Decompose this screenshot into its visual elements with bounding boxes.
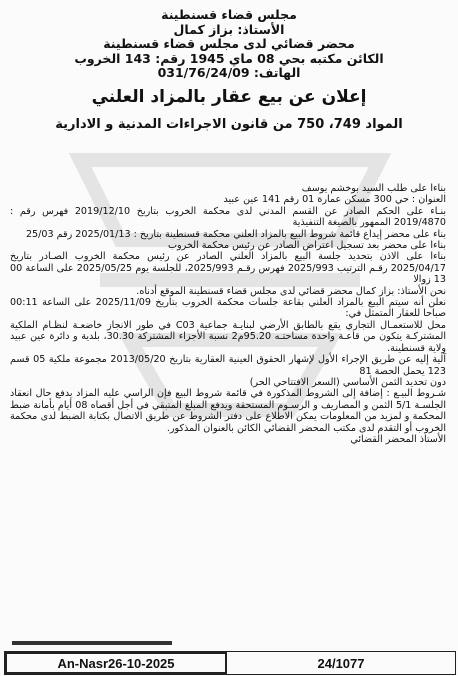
- notice-body: [10, 183, 446, 445]
- paragraph-deposit: بناء على محضر إيداع قائمة شروط البيع بالمزاد العلني محكمة قسنطينة بتاريخ : 2025/01/13 رقم 25/03: [25, 228, 446, 240]
- council-name: مجلس قضاء قسنطينة: [161, 7, 297, 22]
- paragraph-address: العنوان : حي 300 مسكن عمارة 01 رقم 141 عين عبيد: [223, 194, 446, 206]
- paragraph-bailiff: نحن الأستاذ: بزاز كمال محضر قضائي لدى مجلس قضاء قسنطينة الموقع أدناه.: [136, 285, 446, 297]
- paragraph-conditions: شـروط البيـع : إضافة إلى الشروط المذكورة في قائمة شروط البيع فإن الراسي عليه المزاد يدفع حال انعقاد الجلسـة 5/1 الثمن و المصاريف و الرسـوم المستحقة ويدفع المبلغ المتبقي في أجل أقصاه 08 أيام بأمانة ضبط المحكمة و لمزيد من المعلومات يمكن الاطلاع على دفتر الشروط عن طريق الاتصال بكتابة الضبط لدى محكمة الخروب أو التقدم لدى مكتب المحضر القضائي الكائن بالعنوان المذكور.: [10, 388, 446, 434]
- paragraph-property: محل للاستعمـال التجاري يقع بالطابق الأرضي لبنايـة جماعية C03 في طور الانجاز خاضعـة لنظـام الملكية المشتركـة يتكون من قاعـة واحدة مساحتـه 95.20م2 نسبة الأجزاء المشتركة 30.30، بلدية و دائرة عين عبيد ولاية قسنطينة.: [10, 319, 446, 354]
- signature-line: الأستاذ المحضر القضائي: [350, 433, 446, 445]
- notice-title: إعلان عن بيع عقار بالمزاد العلني: [91, 86, 367, 107]
- reference-number: 24/1077: [317, 655, 365, 671]
- lawyer-role: محضر قضائي لدى مجلس قضاء قسنطينة: [103, 36, 355, 51]
- phone-number: الهاتف: 031/76/24/09: [157, 65, 301, 80]
- footer-bar: [12, 641, 172, 645]
- paragraph-ownership: آلية إليه عن طريق الإجراء الأول لإشهار الحقوق العينية العقارية بتاريخ 2013/05/20 مجموعة ملكية 05 قسم 123 يحمل الحصة 81: [10, 354, 446, 377]
- office-address: الكائن مكتبه بحي 08 ماي 1945 رقم: 143 الخروب: [74, 50, 384, 66]
- publication-stamp: An-Nasr26-10-2025: [5, 652, 227, 674]
- paragraph-requester: بناءا على طلب السيد بوخشم يوسف: [301, 183, 446, 194]
- paragraph-judgment: بنـاء على الحكم الصادر عن القسم المدني لدى محكمة الخروب بتاريخ 2019/12/10 فهرس رقم : 2019/4870 الممهور بالصيغة التنفيذية: [10, 205, 447, 229]
- footer: [4, 651, 456, 675]
- paragraph-price: دون تحديد الثمن الأساسي (السعر الافتتاحي الحر): [249, 376, 446, 388]
- document-header: [12, 8, 446, 133]
- paragraph-permission: بناءا على الاذن بتحديد جلسة البيع بالمزاد العلني الصادر عن رئيس محكمة الخروب الصـادر بتاريخ 2025/04/17 رقـم الترتيب 2025/993 فهرس رقـم 2025/993، للجلسة يوم 2025/05/25 على الساعة 00 13 زوالا: [10, 251, 446, 286]
- notice-subtitle: المواد 749، 750 من قانون الاجراءات المدنية و الادارية: [55, 116, 403, 132]
- paragraph-objection: بناءا على محضر بعد تسجيل اعتراض الصادر عن رئيس محكمة الخروب: [167, 240, 446, 252]
- paragraph-sale-date: نعلن أنه سيتم البيع بالمزاد العلني بقاعة جلسات محكمة الخروب بتاريخ 2025/11/09 على الساعة 00:11 صباحا للعقار المتمثل في:: [10, 297, 446, 320]
- lawyer-name: الأستاذ: بزاز كمال: [173, 21, 285, 37]
